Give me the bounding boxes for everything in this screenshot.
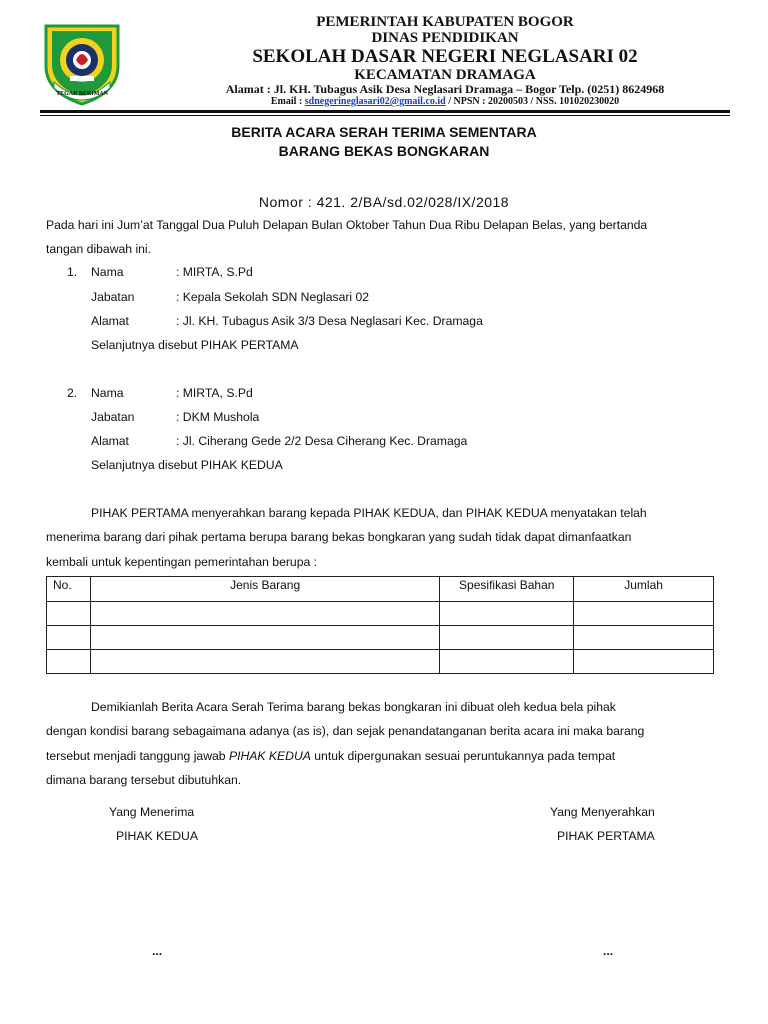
email-label: Email : — [270, 96, 305, 107]
table-row — [47, 650, 714, 674]
col-header-item-type: Jenis Barang — [90, 577, 439, 602]
letterhead-district: KECAMATAN DRAMAGA — [354, 67, 536, 83]
document-subtitle: BARANG BEKAS BONGKARAN — [278, 143, 490, 159]
table-cell[interactable] — [47, 626, 91, 650]
col-header-material-spec: Spesifikasi Bahan — [440, 577, 574, 602]
table-cell[interactable] — [574, 626, 714, 650]
document-title: BERITA ACARA SERAH TERIMA SEMENTARA — [231, 124, 537, 140]
letterhead-school-name: SEKOLAH DASAR NEGERI NEGLASARI 02 — [252, 46, 638, 67]
signature-right-name: ... — [603, 944, 614, 958]
signature-left-name: ... — [152, 944, 163, 958]
table-cell[interactable] — [90, 626, 439, 650]
letterhead-government: PEMERINTAH KABUPATEN BOGOR — [316, 14, 574, 30]
kabupaten-bogor-emblem-icon — [40, 20, 124, 106]
party1-name-value: : MIRTA, S.Pd — [176, 265, 253, 279]
email-link[interactable]: sdnegerineglasari02@gmail.co.id — [304, 96, 446, 107]
body-line-2: menerima barang dari pihak pertama berupa barang bekas bongkaran yang sudah tidak dapat dimanfaatkan — [46, 530, 632, 544]
letterhead-divider-thick — [40, 110, 730, 113]
body-line-1: PIHAK PERTAMA menyerahkan barang kepada PIHAK KEDUA, dan PIHAK KEDUA menyatakan telah — [91, 506, 647, 520]
kabupaten-bogor-logo — [40, 20, 124, 106]
table-row — [47, 626, 714, 650]
signature-right-party: PIHAK PERTAMA — [557, 829, 655, 843]
signature-left-party: PIHAK KEDUA — [116, 829, 198, 843]
table-cell[interactable] — [574, 602, 714, 626]
party2-position-label: Jabatan — [91, 410, 135, 424]
col-header-no: No. — [47, 577, 91, 602]
col-header-quantity: Jumlah — [574, 577, 714, 602]
logo-motto: TEGAR BERIMAN — [56, 91, 108, 97]
closing-emphasis-party: PIHAK KEDUA — [228, 749, 311, 763]
closing-line-3-start: tersebut menjadi tanggung jawab — [46, 749, 229, 763]
party1-position-label: Jabatan — [91, 290, 135, 304]
table-cell[interactable] — [440, 626, 574, 650]
party2-number: 2. — [67, 386, 78, 400]
closing-line-1: Demikianlah Berita Acara Serah Terima barang bekas bongkaran ini dibuat oleh kedua bela pihak — [91, 700, 616, 714]
party2-address-label: Alamat — [91, 434, 129, 448]
items-table — [46, 576, 714, 674]
letterhead-contact — [140, 96, 750, 107]
table-row — [47, 602, 714, 626]
party2-address-value: : Jl. Ciherang Gede 2/2 Desa Ciherang Kec. Dramaga — [176, 434, 468, 448]
closing-line-2: dengan kondisi barang sebagaimana adanya (as is), dan sejak penandatanganan berita acara ini maka barang — [46, 724, 645, 738]
party2-designation: Selanjutnya disebut PIHAK KEDUA — [91, 458, 283, 472]
signature-left-role: Yang Menerima — [109, 805, 195, 819]
party1-name-label: Nama — [91, 265, 124, 279]
registry-numbers: / NPSN : 20200503 / NSS. 101020230020 — [445, 96, 620, 107]
body-line-3: kembali untuk kepentingan pemerintahan berupa : — [46, 555, 318, 569]
table-cell[interactable] — [47, 650, 91, 674]
closing-line-3-end: untuk dipergunakan sesuai peruntukannya pada tempat — [310, 749, 616, 763]
letterhead-address: Alamat : Jl. KH. Tubagus Asik Desa Neglasari Dramaga – Bogor Telp. (0251) 8624968 — [225, 82, 665, 96]
table-cell[interactable] — [47, 602, 91, 626]
table-header-row — [47, 577, 714, 602]
party2-position-value: : DKM Mushola — [176, 410, 260, 424]
signature-right-role: Yang Menyerahkan — [550, 805, 655, 819]
party1-address-value: : Jl. KH. Tubagus Asik 3/3 Desa Neglasari Kec. Dramaga — [176, 314, 483, 328]
table-cell[interactable] — [440, 602, 574, 626]
table-cell[interactable] — [440, 650, 574, 674]
table-cell[interactable] — [90, 602, 439, 626]
party2-name-value: : MIRTA, S.Pd — [176, 386, 253, 400]
table-cell[interactable] — [90, 650, 439, 674]
party1-position-value: : Kepala Sekolah SDN Neglasari 02 — [176, 290, 370, 304]
letterhead-divider-thin — [40, 115, 730, 116]
intro-line-1: Pada hari ini Jum’at Tanggal Dua Puluh Delapan Bulan Oktober Tahun Dua Ribu Delapan Belas, yang bertanda — [46, 218, 648, 232]
intro-line-2: tangan dibawah ini. — [46, 242, 152, 256]
letterhead-department: DINAS PENDIDIKAN — [371, 30, 519, 46]
table-cell[interactable] — [574, 650, 714, 674]
party1-address-label: Alamat — [91, 314, 129, 328]
party2-name-label: Nama — [91, 386, 124, 400]
party1-designation: Selanjutnya disebut PIHAK PERTAMA — [91, 338, 299, 352]
closing-line-3 — [46, 749, 615, 763]
closing-line-4: dimana barang tersebut dibutuhkan. — [46, 773, 242, 787]
party1-number: 1. — [67, 265, 78, 279]
document-number: Nomor : 421. 2/BA/sd.02/028/IX/2018 — [258, 194, 510, 210]
